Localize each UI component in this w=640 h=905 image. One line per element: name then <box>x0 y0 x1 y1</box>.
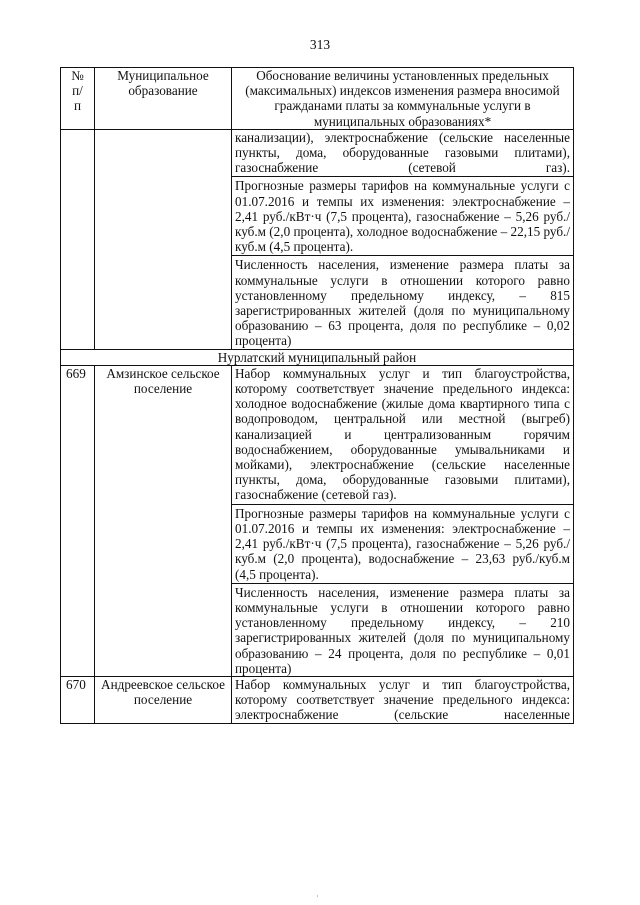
row-rationale-cell <box>232 129 574 349</box>
table-row <box>61 365 574 676</box>
row-rationale-cell <box>232 365 574 676</box>
district-row <box>61 349 574 365</box>
page-number: 313 <box>309 37 331 52</box>
row-municipality: Андреевское сельское поселение <box>95 676 232 723</box>
footer-mark: · <box>316 892 319 901</box>
paragraph: Набор коммунальных услуг и тип благоустройства, которому соответствует значение предельного индекса: электроснабжение (сельские населенные <box>235 676 570 723</box>
paragraph: канализации), электроснабжение (сельские населенные пункты, дома, оборудованные газовыми плитами), газоснабжение (сетевой газ). <box>235 129 570 176</box>
divider <box>232 504 573 505</box>
table-row <box>61 129 574 349</box>
divider <box>232 255 573 256</box>
tariff-table <box>60 67 574 724</box>
row-num: 670 <box>61 676 95 723</box>
divider <box>232 176 573 177</box>
divider <box>232 583 573 584</box>
paragraph: Прогнозные размеры тарифов на коммунальные услуги с 01.07.2016 и темпы их изменения: электроснабжение – 2,41 руб./кВт·ч (7,5 процента), газоснабжение – 5,26 руб./куб.м (2,0 процента), водоснабжение – 23,63 руб./куб.м (4,5 процента). <box>235 505 570 582</box>
row-num-cell <box>61 129 95 349</box>
row-rationale-cell <box>232 676 574 723</box>
row-num: 669 <box>61 365 95 676</box>
header-num: № п/п <box>61 68 95 130</box>
paragraph: Прогнозные размеры тарифов на коммунальные услуги с 01.07.2016 и темпы их изменения: электроснабжение – 2,41 руб./кВт·ч (7,5 процента), газоснабжение – 5,26 руб./куб.м (2,0 процента), холодное водоснабжение – 22,15 руб./куб.м (4,5 процента). <box>235 178 570 255</box>
district-name: Нурлатский муниципальный район <box>61 349 574 365</box>
table-row <box>61 676 574 723</box>
paragraph: Численность населения, изменение размера платы за коммунальные услуги в отношении которого равно установленному предельному индексу, – 210 зарегистрированных жителей (доля по муниципальному образованию – 24 процента, доля по республике – 0,01 процента) <box>235 584 570 676</box>
row-municipality: Амзинское сельское поселение <box>95 365 232 676</box>
paragraph: Численность населения, изменение размера платы за коммунальные услуги в отношении которого равно установленному предельному индексу, – 815 зарегистрированных жителей (доля по муниципальному образованию – 63 процента, доля по республике – 0,02 процента) <box>235 257 570 349</box>
row-municipality-cell <box>95 129 232 349</box>
header-municipality: Муниципальное образование <box>95 68 232 130</box>
header-rationale: Обоснование величины установленных предельных (максимальных) индексов изменения размера вносимой гражданами платы за коммунальные услуги в муниципальных образованиях* <box>232 68 574 130</box>
paragraph: Набор коммунальных услуг и тип благоустройства, которому соответствует значение предельного индекса: холодное водоснабжение (жилые дома квартирного типа с водопроводом, центральной или местной (выгреб) канализацией и централизованным горячим водоснабжением, оборудованные умывальниками и мойками), электроснабжение (сельские населенные пункты, дома, оборудованные газовыми плитами), газоснабжение (сетевой газ). <box>235 365 570 503</box>
table-header-row <box>61 68 574 130</box>
